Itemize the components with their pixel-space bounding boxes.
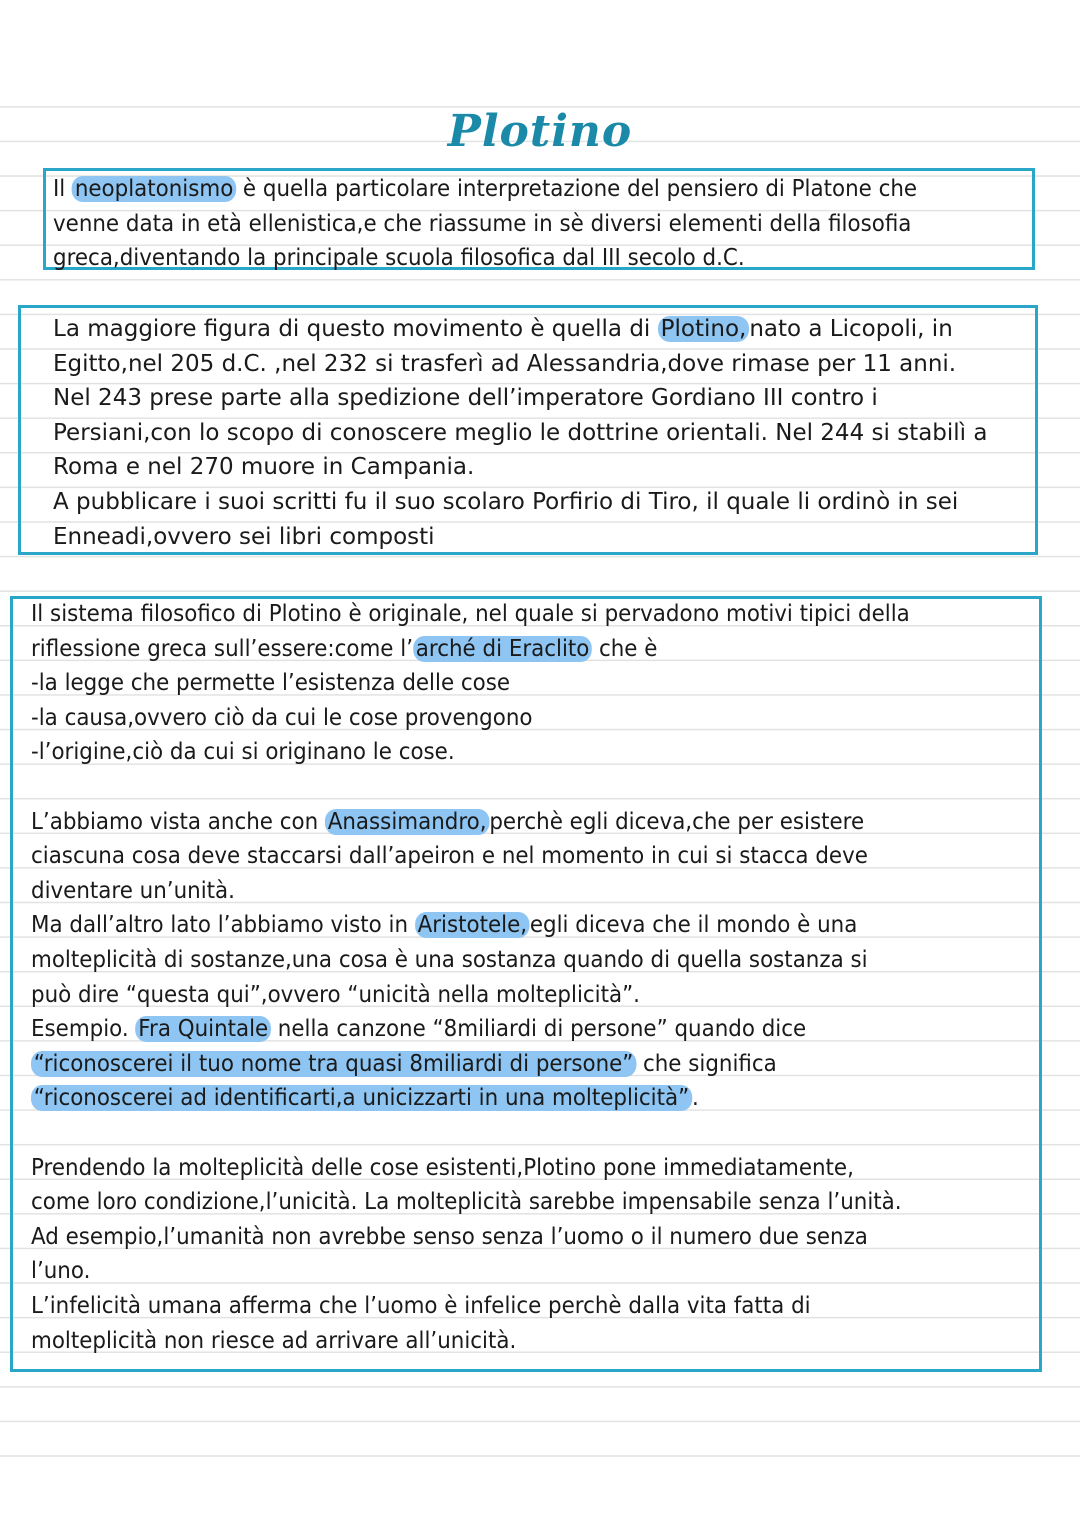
- system-line: [31, 1151, 854, 1186]
- line-text: Il: [53, 176, 73, 202]
- highlighted-term: neoplatonismo: [72, 176, 236, 202]
- highlighted-term: Fra Quintale: [135, 1016, 271, 1042]
- biography-line: [53, 381, 878, 416]
- page-bottom-margin: [0, 1470, 1080, 1527]
- line-text: A pubblicare i suoi scritti fu il suo scolaro Porfirio di Tiro, il quale li ordinò in sei: [53, 489, 959, 515]
- system-line: [31, 632, 657, 667]
- biography-line: [53, 416, 987, 451]
- system-line: [31, 1254, 90, 1289]
- system-line: [31, 943, 868, 978]
- line-text: Persiani,con lo scopo di conoscere meglio le dottrine orientali. Nel 244 si stabilì a: [53, 419, 988, 446]
- line-text: L’infelicità umana afferma che l’uomo è infelice perchè dalla vita fatta di: [31, 1293, 811, 1319]
- line-text: venne data in età ellenistica,e che riassume in sè diversi elementi della filosofia: [53, 210, 912, 237]
- biography-line: [53, 450, 474, 485]
- highlighted-term: Aristotele,: [415, 912, 530, 938]
- system-line: [31, 1324, 516, 1359]
- line-text: l’uno.: [31, 1258, 91, 1285]
- system-line: [31, 701, 532, 736]
- line-text: L’abbiamo vista anche con: [31, 808, 325, 835]
- biography-line: [53, 312, 953, 347]
- system-line: [31, 735, 455, 770]
- line-text: Il sistema filosofico di Plotino è originale, nel quale si pervadono motivi tipici della: [31, 601, 910, 627]
- system-line: [31, 1012, 806, 1047]
- line-text: Nel 243 prese parte alla spedizione dell’imperatore Gordiano III contro i: [53, 385, 878, 412]
- intro-box: [43, 168, 1035, 270]
- biography-line: [53, 520, 435, 555]
- line-text: Egitto,nel 205 d.C. ,nel 232 si trasferì ad Alessandria,dove rimase per 11 anni.: [53, 350, 957, 377]
- line-text: Prendendo la molteplicità delle cose esistenti,Plotino pone immediatamente,: [31, 1154, 854, 1181]
- line-text: molteplicità di sostanze,una cosa è una sostanza quando di quella sostanza si: [31, 947, 868, 973]
- system-line: [31, 597, 910, 632]
- line-text: riflessione greca sull’essere:come l’: [31, 635, 414, 662]
- line-text: Roma e nel 270 muore in Campania.: [53, 454, 475, 481]
- line-text: Enneadi,ovvero sei libri composti: [53, 523, 435, 550]
- line-text: diventare un’unità.: [31, 877, 235, 904]
- highlighted-term: arché di Eraclito: [413, 636, 592, 662]
- highlighted-term: Plotino,: [658, 316, 750, 342]
- page-top-margin: [0, 0, 1080, 106]
- system-box: [10, 596, 1042, 1372]
- line-text: è quella particolare interpretazione del pensiero di Platone che: [236, 176, 918, 202]
- line-text: La maggiore figura di questo movimento è quella di: [53, 316, 658, 342]
- system-line: [31, 1289, 811, 1324]
- line-text: perchè egli diceva,che per esistere: [489, 808, 865, 835]
- highlighted-term: “riconoscerei il tuo nome tra quasi 8miliardi di persone”: [31, 1051, 636, 1077]
- highlighted-term: “riconoscerei ad identificarti,a unicizzarti in una molteplicità”: [31, 1085, 692, 1111]
- line-text: Ma dall’altro lato l’abbiamo visto in: [31, 912, 415, 939]
- line-text: nella canzone “8miliardi di persone” quando dice: [271, 1016, 807, 1043]
- biography-line: [53, 347, 956, 382]
- highlighted-term: Anassimandro,: [325, 809, 489, 835]
- line-text: come loro condizione,l’unicità. La molteplicità sarebbe impensabile senza l’unità.: [31, 1189, 902, 1216]
- biography-box: [18, 305, 1038, 555]
- system-line: [31, 874, 235, 909]
- line-text: può dire “questa qui”,ovvero “unicità nella molteplicità”.: [31, 981, 640, 1008]
- page-title: Plotino: [447, 106, 633, 157]
- system-line: [31, 1220, 868, 1255]
- intro-line: [53, 207, 911, 242]
- line-text: greca,diventando la principale scuola filosofica dal III secolo d.C.: [53, 245, 745, 272]
- line-text: nato a Licopoli, in: [749, 316, 953, 342]
- line-text: -la legge che permette l’esistenza delle cose: [31, 670, 511, 697]
- line-text: egli diceva che il mondo è una: [529, 912, 858, 939]
- line-text: Esempio.: [31, 1016, 136, 1043]
- intro-line: [53, 172, 917, 207]
- line-text: Ad esempio,l’umanità non avrebbe senso senza l’uomo o il numero due senza: [31, 1223, 868, 1250]
- system-line: [31, 839, 868, 874]
- system-line: [31, 978, 640, 1013]
- system-line: [31, 1081, 699, 1116]
- line-text: .: [691, 1085, 699, 1112]
- intro-line: [53, 241, 745, 276]
- line-text: che significa: [636, 1050, 777, 1077]
- system-line: [31, 908, 857, 943]
- system-line: [31, 805, 864, 840]
- line-text: che è: [592, 635, 658, 662]
- system-line: [31, 1047, 777, 1082]
- line-text: ciascuna cosa deve staccarsi dall’apeiron e nel momento in cui si stacca deve: [31, 843, 868, 870]
- biography-line: [53, 485, 958, 520]
- line-text: molteplicità non riesce ad arrivare all’unicità.: [31, 1327, 517, 1354]
- system-line: [31, 666, 510, 701]
- system-line: [31, 1185, 902, 1220]
- line-text: -la causa,ovvero ciò da cui le cose provengono: [31, 704, 533, 731]
- line-text: -l’origine,ciò da cui si originano le cose.: [31, 739, 455, 766]
